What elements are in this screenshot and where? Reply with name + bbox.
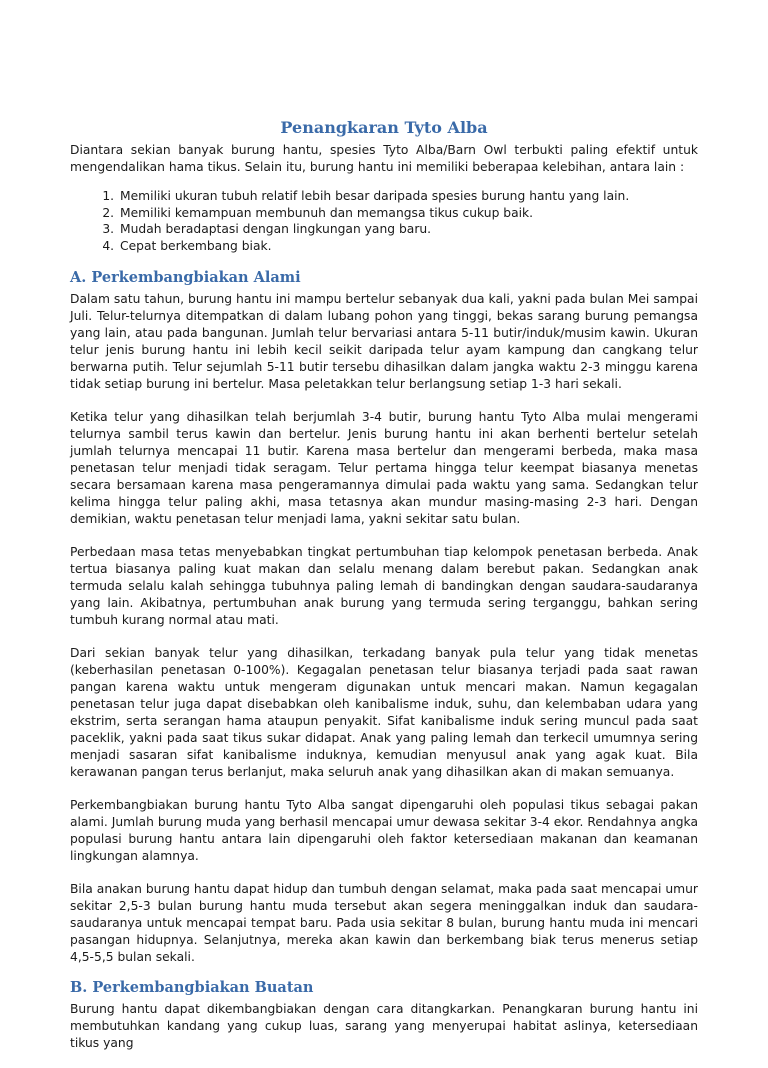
section-a-paragraph-5: Perkembangbiakan burung hantu Tyto Alba sangat dipengaruhi oleh populasi tikus sebagai pakan alami. Jumlah burung muda yang berhasil mencapai umur dewasa sekitar 3-4 ekor. Rendahnya angka populasi burung hantu antara lain dipengaruhi oleh faktor ketersediaan makanan dan keamanan lingkungan alamnya. [70, 798, 698, 863]
list-item: 4. Cepat berkembang biak. [118, 238, 698, 255]
list-item: 1. Memiliki ukuran tubuh relatif lebih besar daripada spesies burung hantu yang lain. [118, 188, 698, 205]
section-a-paragraph-1: Dalam satu tahun, burung hantu ini mampu bertelur sebanyak dua kali, yakni pada bulan Mei sampai Juli. Telur-telurnya ditempatkan di dalam lubang pohon yang tinggi, bekas sarang burung pemangsa yang lain, atau pada bangunan. Jumlah telur bervariasi antara 5-11 butir/induk/musim kawin. Ukuran telur jenis burung hantu ini lebih kecil seikit daripada telur ayam kampung dan cangkang telur berwarna putih. Telur sejumlah 5-11 butir tersebu dihasilkan dalam jangka waktu 2-3 minggu karena tidak setiap burung ini bertelur. Masa peletakkan telur berlangsung setiap 1-3 hari sekali. [70, 292, 698, 391]
section-a-paragraph-3: Perbedaan masa tetas menyebabkan tingkat pertumbuhan tiap kelompok penetasan berbeda. Anak tertua biasanya paling kuat makan dan selalu menang dalam berebut pakan. Sedangkan anak termuda selalu kalah sehingga tubuhnya paling lemah di bandingkan dengan saudara-saudaranya yang lain. Akibatnya, pertumbuhan anak burung yang termuda sering terganggu, bahkan sering tumbuh kurang normal atau mati. [70, 545, 698, 627]
document-page [70, 110, 698, 1068]
section-a-paragraph-2: Ketika telur yang dihasilkan telah berjumlah 3-4 butir, burung hantu Tyto Alba mulai mengerami telurnya sambil terus kawin dan bertelur. Jenis burung hantu ini akan berhenti bertelur setelah jumlah telurnya mencapai 11 butir. Karena masa bertelur dan mengerami berbeda, maka masa penetasan telur menjadi tidak seragam. Telur pertama hingga telur keempat biasanya menetas secara bersamaan karena masa pengeramannya dimulai pada waktu yang sama. Sedangkan telur kelima hingga telur paling akhi, masa tetasnya akan mundur masing-masing 2-3 hari. Dengan demikian, waktu penetasan telur menjadi lama, yakni sekitar satu bulan. [70, 410, 698, 526]
list-item: 3. Mudah beradaptasi dengan lingkungan yang baru. [118, 221, 698, 238]
section-a-paragraph-6: Bila anakan burung hantu dapat hidup dan tumbuh dengan selamat, maka pada saat mencapai umur sekitar 2,5-3 bulan burung hantu muda tersebut akan segera meninggalkan induk dan saudara-saudaranya untuk mencapai tempat baru. Pada usia sekitar 8 bulan, burung hantu muda ini mencari pasangan hidupnya. Selanjutnya, mereka akan kawin dan berkembang biak terus menerus setiap 4,5-5,5 bulan sekali. [70, 882, 698, 964]
section-b-heading: B. Perkembangbiakan Buatan [70, 979, 314, 996]
section-b-paragraph-1: Burung hantu dapat dikembangbiakan dengan cara ditangkarkan. Penangkaran burung hantu ini membutuhkan kandang yang cukup luas, sarang yang menyerupai habitat aslinya, ketersediaan tikus yang [70, 1002, 698, 1050]
document-title: Penangkaran Tyto Alba [280, 118, 488, 137]
intro-paragraph: Diantara sekian banyak burung hantu, spesies Tyto Alba/Barn Owl terbukti paling efektif untuk mengendalikan hama tikus. Selain itu, burung hantu ini memiliki beberapaa kelebihan, antara lain : [70, 143, 698, 174]
section-a-heading: A. Perkembangbiakan Alami [70, 269, 301, 286]
advantages-list [70, 188, 698, 254]
section-a-paragraph-4: Dari sekian banyak telur yang dihasilkan, terkadang banyak pula telur yang tidak menetas (keberhasilan penetasan 0-100%). Kegagalan penetasan telur biasanya terjadi pada saat rawan pangan karena waktu untuk mengeram digunakan untuk mencari makan. Namun kegagalan penetasan telur juga dapat disebabkan oleh kanibalisme induk, suhu, dan kelembaban udara yang ekstrim, serta serangan hama ataupun penyakit. Sifat kanibalisme induk sering muncul pada saat paceklik, yakni pada saat tikus sukar didapat. Anak yang paling lemah dan terkecil umumnya sering menjadi sasaran sifat kanibalisme induknya, kemudian menyusul anak yang agak kuat. Bila kerawanan pangan terus berlanjut, maka seluruh anak yang dihasilkan akan di makan semuanya. [70, 646, 698, 779]
list-item: 2. Memiliki kemampuan membunuh dan memangsa tikus cukup baik. [118, 205, 698, 222]
